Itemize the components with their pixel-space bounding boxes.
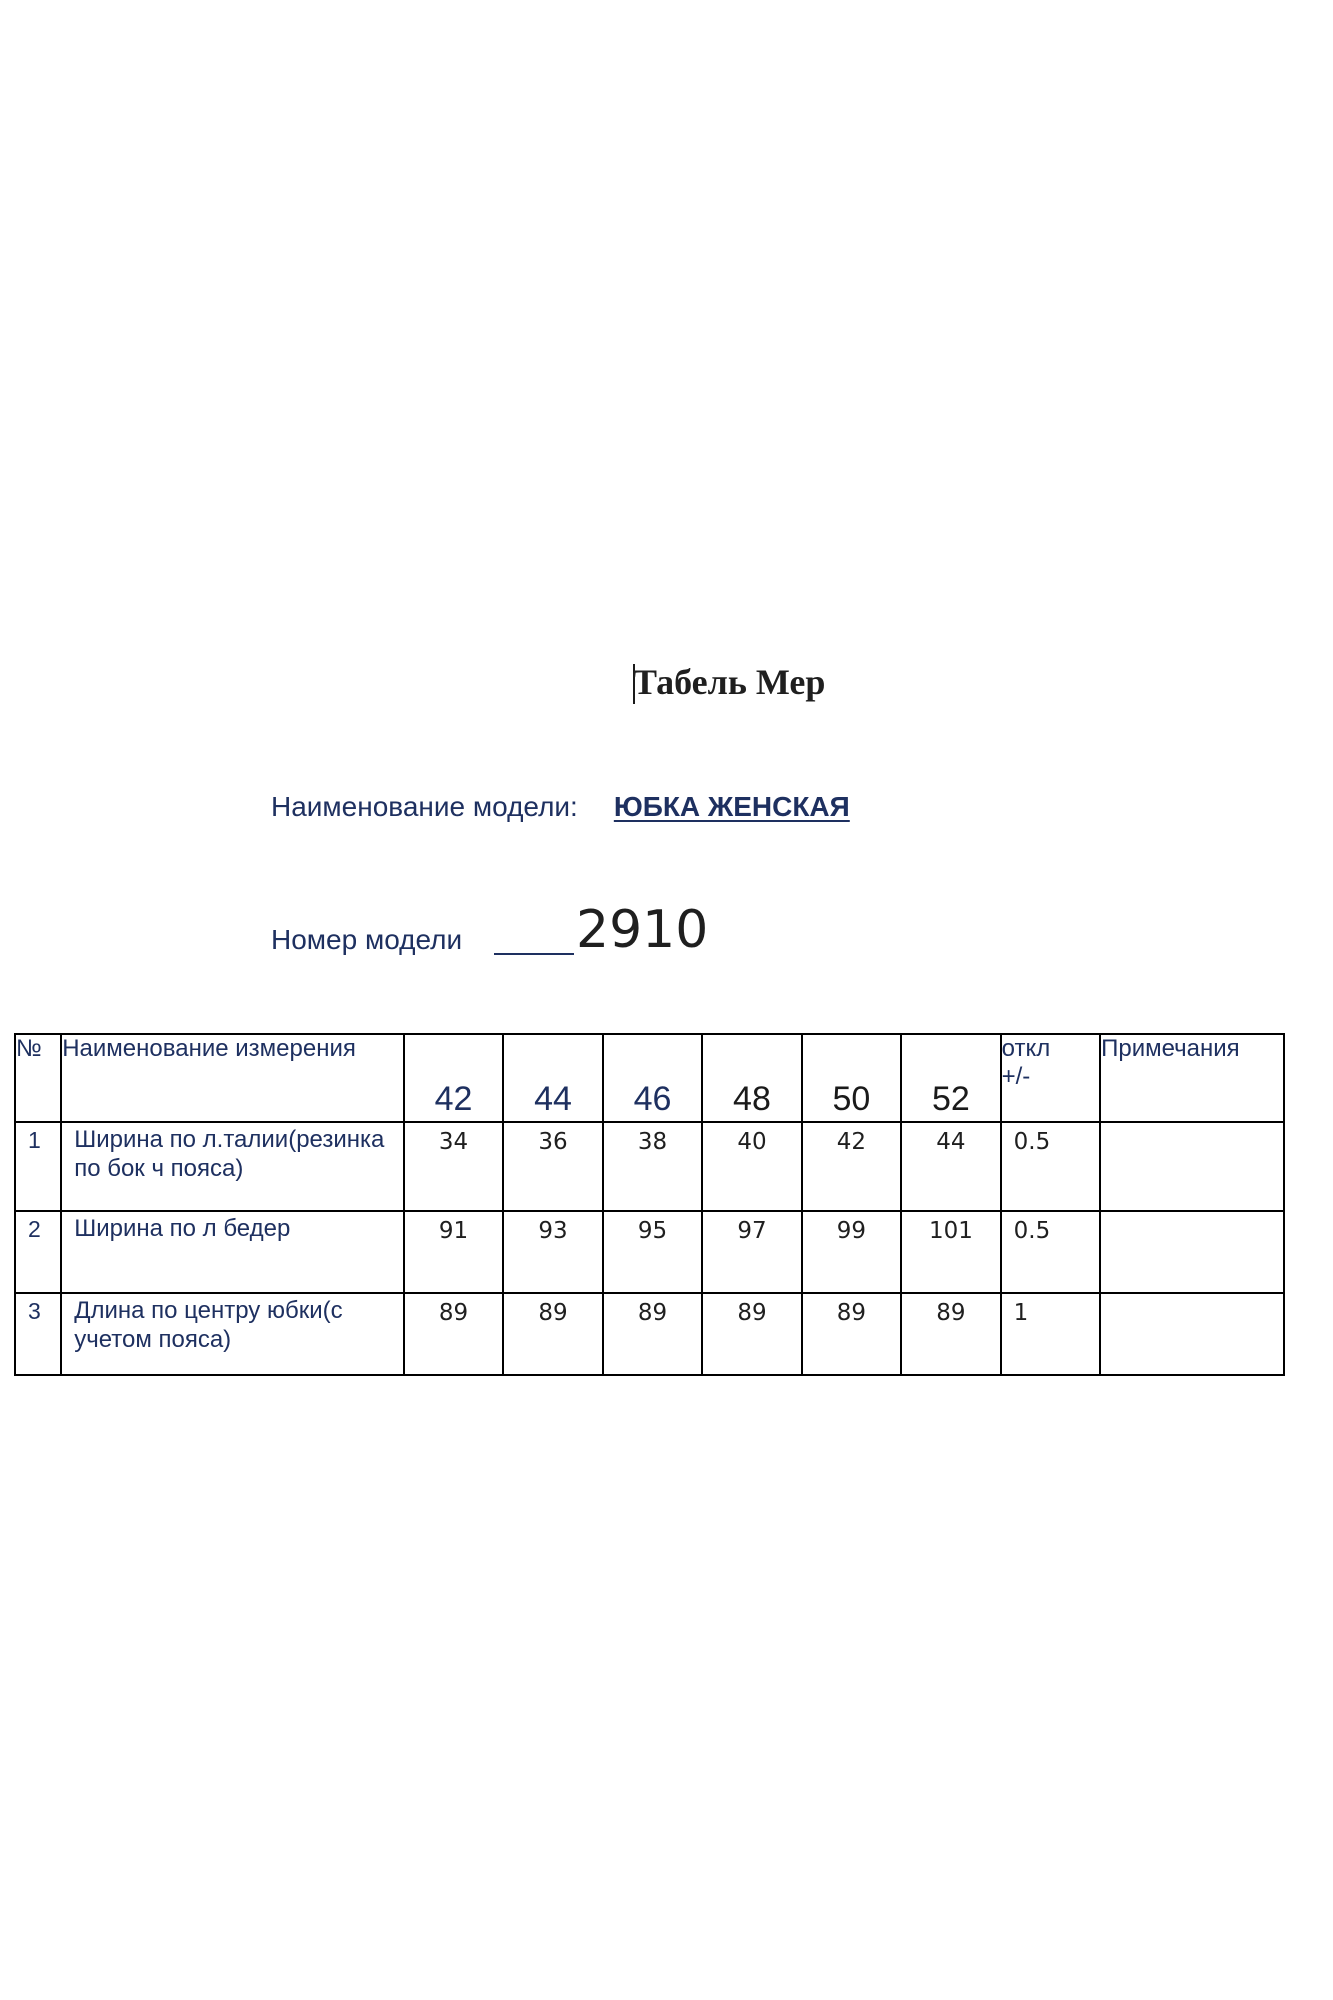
model-number-underline xyxy=(494,953,574,955)
header-size: 48 xyxy=(702,1034,801,1122)
model-name-row xyxy=(271,791,850,823)
header-size: 42 xyxy=(404,1034,503,1122)
measurement-value: 101 xyxy=(901,1211,1000,1293)
header-name: Наименование измерения xyxy=(61,1034,404,1122)
row-number: 1 xyxy=(15,1122,61,1211)
header-size: 52 xyxy=(901,1034,1000,1122)
header-deviation: откл +/- xyxy=(1001,1034,1100,1122)
row-number: 2 xyxy=(15,1211,61,1293)
measurement-value: 89 xyxy=(802,1293,901,1375)
header-size: 44 xyxy=(503,1034,602,1122)
measurement-value: 38 xyxy=(603,1122,702,1211)
measurement-value: 34 xyxy=(404,1122,503,1211)
table-row xyxy=(15,1293,1284,1375)
measurement-value: 40 xyxy=(702,1122,801,1211)
measurement-value: 95 xyxy=(603,1211,702,1293)
measurement-name: Ширина по л бедер xyxy=(61,1211,404,1293)
notes-cell xyxy=(1100,1293,1284,1375)
model-name-value: ЮБКА ЖЕНСКАЯ xyxy=(613,791,850,822)
table-header-row xyxy=(15,1034,1284,1122)
notes-cell xyxy=(1100,1211,1284,1293)
measurement-value: 89 xyxy=(404,1293,503,1375)
notes-cell xyxy=(1100,1122,1284,1211)
model-name-label: Наименование модели: xyxy=(271,791,578,822)
header-size: 50 xyxy=(802,1034,901,1122)
deviation-value: 1 xyxy=(1001,1293,1100,1375)
table-row xyxy=(15,1122,1284,1211)
deviation-value: 0.5 xyxy=(1001,1211,1100,1293)
measurement-value: 42 xyxy=(802,1122,901,1211)
header-notes: Примечания xyxy=(1100,1034,1284,1122)
measurement-value: 36 xyxy=(503,1122,602,1211)
measurement-value: 91 xyxy=(404,1211,503,1293)
deviation-value: 0.5 xyxy=(1001,1122,1100,1211)
model-number-value: 2910 xyxy=(576,900,709,960)
measurement-value: 44 xyxy=(901,1122,1000,1211)
header-no: № xyxy=(15,1034,61,1122)
header-size: 46 xyxy=(603,1034,702,1122)
table-row xyxy=(15,1211,1284,1293)
measurement-value: 89 xyxy=(603,1293,702,1375)
measurement-value: 89 xyxy=(901,1293,1000,1375)
measurement-name: Ширина по л.талии(резинка по бок ч пояса) xyxy=(61,1122,404,1211)
row-number: 3 xyxy=(15,1293,61,1375)
measurement-value: 93 xyxy=(503,1211,602,1293)
measurement-value: 97 xyxy=(702,1211,801,1293)
measurement-value: 99 xyxy=(802,1211,901,1293)
measurements-table xyxy=(14,1033,1285,1376)
model-number-label: Номер модели xyxy=(271,924,463,955)
measurement-value: 89 xyxy=(503,1293,602,1375)
document-title: Табель Мер xyxy=(633,662,826,702)
measurement-name: Длина по центру юбки(с учетом пояса) xyxy=(61,1293,404,1375)
measurement-value: 89 xyxy=(702,1293,801,1375)
